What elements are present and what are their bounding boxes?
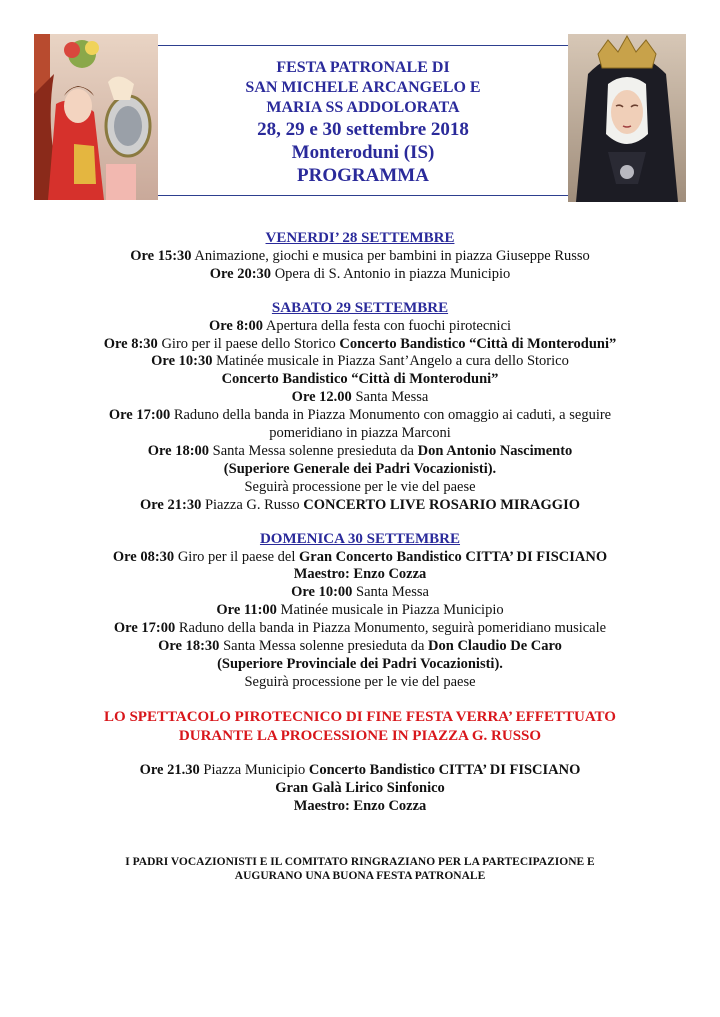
- event-line: [40, 479, 680, 497]
- event-highlight: Don Antonio Nascimento: [417, 442, 573, 459]
- title-programma: PROGRAMMA: [297, 165, 429, 186]
- title-line: FESTA PATRONALE DI: [276, 59, 450, 76]
- event-line: [40, 602, 680, 620]
- madonna-addolorata-image: [568, 34, 686, 202]
- saturday-section: [40, 300, 680, 515]
- event-text: Matinée musicale in Piazza Sant’Angelo a cura dello Storico: [212, 353, 569, 370]
- event-text: Giro per il paese del: [174, 548, 300, 565]
- event-time: Ore 15:30: [130, 247, 192, 264]
- event-text: Santa Messa solenne presieduta da: [219, 638, 429, 655]
- event-highlight: Don Claudio De Caro: [428, 638, 562, 655]
- day-heading-saturday: SABATO 29 SETTEMBRE: [271, 299, 449, 316]
- event-highlight: Concerto Bandistico “Città di Monteroduni”: [221, 371, 499, 388]
- event-line: [40, 336, 680, 354]
- event-line: [40, 407, 680, 425]
- event-text: Santa Messa: [351, 389, 429, 406]
- day-heading-friday: VENERDI’ 28 SETTEMBRE: [265, 230, 455, 246]
- sunday-section: [40, 531, 680, 692]
- event-line: [40, 674, 680, 692]
- event-line: [40, 762, 680, 780]
- footer-thanks: [40, 855, 680, 883]
- event-text: Raduno della banda in Piazza Monumento, seguirà pomeridiano musicale: [175, 620, 607, 637]
- fireworks-notice: [40, 708, 680, 746]
- friday-section: [40, 230, 680, 284]
- event-line: [40, 389, 680, 407]
- event-time: Ore 08:30: [112, 548, 175, 565]
- event-text: pomeridiano in piazza Marconi: [269, 425, 451, 442]
- footer-line: AUGURANO UNA BUONA FESTA PATRONALE: [234, 870, 486, 883]
- header-bottom-rule: [158, 195, 568, 196]
- event-line: [40, 318, 680, 336]
- event-line: [40, 638, 680, 656]
- event-time: Ore 17:00: [108, 407, 171, 424]
- notice-line: DURANTE LA PROCESSIONE IN PIAZZA G. RUSSO: [178, 727, 542, 744]
- event-time: Ore 17:00: [113, 620, 176, 637]
- header-top-rule: [158, 45, 568, 46]
- event-time: Ore 11:00: [216, 602, 277, 619]
- event-text: Piazza G. Russo: [201, 496, 304, 513]
- event-line: [40, 497, 680, 515]
- event-time: Ore 10:00: [291, 584, 353, 601]
- page-title: [158, 58, 568, 187]
- title-dates: 28, 29 e 30 settembre 2018: [257, 119, 469, 140]
- event-line: [40, 780, 680, 798]
- event-line: [40, 353, 680, 371]
- event-time: Ore 8:00: [208, 317, 264, 334]
- san-michele-statue-image: [34, 34, 158, 200]
- header: [0, 0, 720, 210]
- event-text: Santa Messa solenne presieduta da: [209, 442, 418, 459]
- title-line: SAN MICHELE ARCANGELO E: [245, 79, 481, 96]
- event-line: [40, 461, 680, 479]
- event-line: [40, 425, 680, 443]
- event-line: [40, 620, 680, 638]
- event-line: [40, 443, 680, 461]
- footer-line: I PADRI VOCAZIONISTI E IL COMITATO RINGRAZIANO PER LA PARTECIPAZIONE E: [125, 856, 595, 869]
- event-time: Ore 18:00: [147, 442, 210, 459]
- event-text: Santa Messa: [352, 584, 429, 601]
- event-highlight: Gran Galà Lirico Sinfonico: [275, 779, 445, 796]
- event-highlight: CONCERTO LIVE ROSARIO MIRAGGIO: [303, 496, 580, 513]
- title-line: MARIA SS ADDOLORATA: [266, 99, 460, 116]
- event-highlight: (Superiore Provinciale dei Padri Vocazionisti).: [217, 655, 503, 672]
- event-text: Piazza Municipio: [199, 761, 309, 778]
- event-text: Opera di S. Antonio in piazza Municipio: [271, 265, 511, 282]
- event-line: [40, 584, 680, 602]
- event-time: Ore 21:30: [139, 496, 202, 513]
- event-text: Raduno della banda in Piazza Monumento con omaggio ai caduti, a seguire: [170, 407, 612, 424]
- event-time: Ore 20:30: [209, 265, 272, 282]
- day-heading-sunday: DOMENICA 30 SETTEMBRE: [259, 530, 461, 547]
- event-note: Seguirà processione per le vie del paese: [244, 478, 476, 495]
- event-highlight: Maestro: Enzo Cozza: [293, 566, 427, 583]
- event-line: [40, 656, 680, 674]
- event-time: Ore 8:30: [103, 335, 158, 352]
- event-line: [40, 266, 680, 284]
- event-text: Apertura della festa con fuochi pirotecnici: [263, 317, 512, 334]
- program: [40, 230, 680, 883]
- event-note: Seguirà processione per le vie del paese: [244, 673, 476, 690]
- event-line: [40, 371, 680, 389]
- event-time: Ore 21.30: [139, 761, 200, 778]
- event-time: Ore 12.00: [291, 389, 352, 406]
- event-highlight: Concerto Bandistico “Città di Monteroduni”: [339, 335, 617, 352]
- event-line: [40, 798, 680, 816]
- event-highlight: Concerto Bandistico CITTA’ DI FISCIANO: [308, 761, 581, 778]
- event-line: [40, 248, 680, 266]
- event-time: Ore 18:30: [158, 638, 220, 655]
- event-text: Giro per il paese dello Storico: [157, 335, 340, 352]
- event-line: [40, 549, 680, 567]
- event-time: Ore 10:30: [151, 353, 213, 370]
- notice-line: LO SPETTACOLO PIROTECNICO DI FINE FESTA VERRA’ EFFETTUATO: [104, 708, 616, 725]
- event-line: [40, 566, 680, 584]
- event-text: Matinée musicale in Piazza Municipio: [276, 602, 504, 619]
- closing-concert: [40, 762, 680, 816]
- title-place: Monteroduni (IS): [291, 142, 435, 163]
- event-highlight: Maestro: Enzo Cozza: [293, 797, 427, 814]
- event-highlight: (Superiore Generale dei Padri Vocazionisti).: [223, 460, 497, 477]
- event-highlight: Gran Concerto Bandistico CITTA’ DI FISCIANO: [299, 548, 608, 565]
- event-text: Animazione, giochi e musica per bambini in piazza Giuseppe Russo: [191, 247, 590, 264]
